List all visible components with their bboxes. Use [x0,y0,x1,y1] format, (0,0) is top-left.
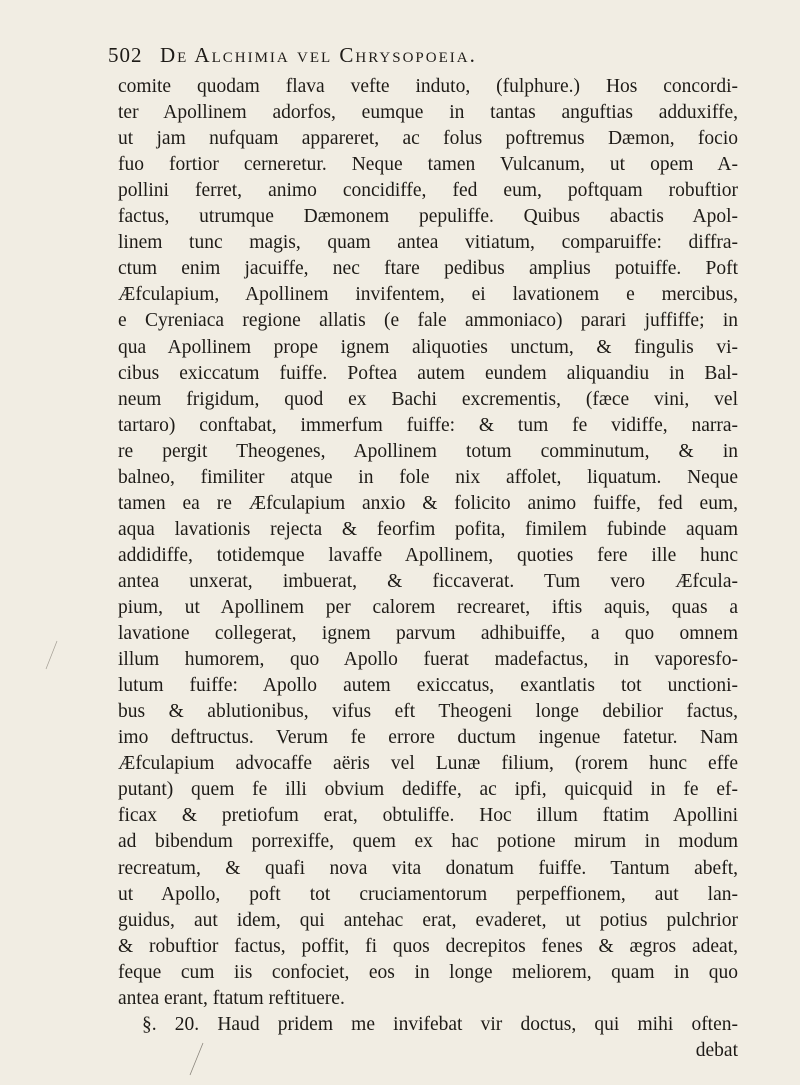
text-line: aqua lavationis rejecta & feorfim pofita, fimilem fubinde aquam [118,518,738,540]
text-line: lutum fuiffe: Apollo autem exiccatus, exantlatis tot unctioni- [118,675,738,697]
page-header [108,43,688,69]
text-line: imo deftructus. Verum fe errore ductum ingenue fatetur. Nam [118,727,738,749]
text-line: pium, ut Apollinem per calorem recrearet, iftis aquis, quas a [118,597,738,618]
text-line: fuo fortior cerneretur. Neque tamen Vulcanum, ut opem A- [118,154,738,176]
text-line: feque cum iis confociet, eos in longe meliorem, quam in quo [118,961,738,983]
text-line: antea erant, ftatum reftituere. [118,987,345,1009]
text-line: ad bibendum porrexiffe, quem ex hac potione mirum in modum [118,831,738,853]
text-line: recreatum, & quafi nova vita donatum fuiffe. Tantum abeft, [118,857,738,879]
text-line: ficax & pretiofum erat, obtuliffe. Hoc illum ftatim Apollini [118,805,738,827]
text-line: balneo, fimiliter atque in fole nix affolet, liquatum. Neque [118,466,738,488]
text-line: bus & ablutionibus, vifus eft Theogeni longe debilior factus, [118,701,738,723]
pencil-mark [44,640,58,670]
text-line: ut Apollo, poft tot cruciamentorum perpeffionem, aut lan- [118,883,738,905]
text-line: comite quodam flava vefte induto, (fulphure.) Hos concordi- [118,76,738,97]
text-line: re pergit Theogenes, Apollinem totum comminutum, & in [118,440,738,462]
text-line: illum humorem, quo Apollo fuerat madefactus, in vaporesfo- [118,649,738,671]
text-line: tamen ea re Æfculapium anxio & folicito animo fuiffe, fed eum, [118,492,738,514]
page-number: 502 [108,43,143,67]
text-line: addidiffe, totidemque lavaffe Apollinem, quoties fere ille hunc [118,544,738,566]
text-line: pollini ferret, animo concidiffe, fed eum, poftquam robuftior [118,180,738,202]
text-line: qua Apollinem prope ignem aliquoties unctum, & fingulis vi- [118,336,738,358]
text-line: lavatione collegerat, ignem parvum adhibuiffe, a quo omnem [118,623,738,645]
text-line: putant) quem fe illi obvium dediffe, ac ipfi, quicquid in fe ef- [118,779,738,801]
text-line: tartaro) conftabat, immerfum fuiffe: & tum fe vidiffe, narra- [118,414,738,436]
text-line: ut jam nufquam appareret, ac folus poftremus Dæmon, focio [118,128,738,150]
running-title: De Alchimia vel Chrysopoeia. [160,43,477,67]
text-line: Æfculapium advocaffe aëris vel Lunæ filium, (rorem hunc effe [118,753,738,775]
pencil-mark [188,1042,204,1076]
text-line: neum frigidum, quod ex Bachi excrementis, (fæce vini, vel [118,388,738,410]
text-line: ctum enim jacuiffe, nec ftare pedibus amplius potuiffe. Poft [118,258,738,280]
text-line: antea unxerat, imbuerat, & ficcaverat. Tum vero Æfcula- [118,570,738,592]
text-line: guidus, aut idem, qui antehac erat, evaderet, ut potius pulchrior [118,909,738,931]
text-line: linem tunc magis, quam antea vitiatum, comparuiffe: diffra- [118,232,738,254]
text-line: debat [695,1039,738,1061]
text-line: factus, utrumque Dæmonem pepuliffe. Quibus abactis Apol- [118,206,738,228]
text-line: & robuftior factus, poffit, fi quos decrepitos fenes & ægros adeat, [118,935,738,957]
text-line: e Cyreniaca regione allatis (e fale ammoniaco) parari juffiffe; in [118,310,738,332]
text-line: cibus exiccatum fuiffe. Poftea autem eundem aliquandiu in Bal- [118,362,738,384]
text-line: Æfculapium, Apollinem invifentem, ei lavationem e mercibus, [118,284,738,306]
text-line: ter Apollinem adorfos, eumque in tantas anguftias adduxiffe, [118,102,738,124]
text-line: §. 20. Haud pridem me invifebat vir doctus, qui mihi often- [142,1013,738,1035]
